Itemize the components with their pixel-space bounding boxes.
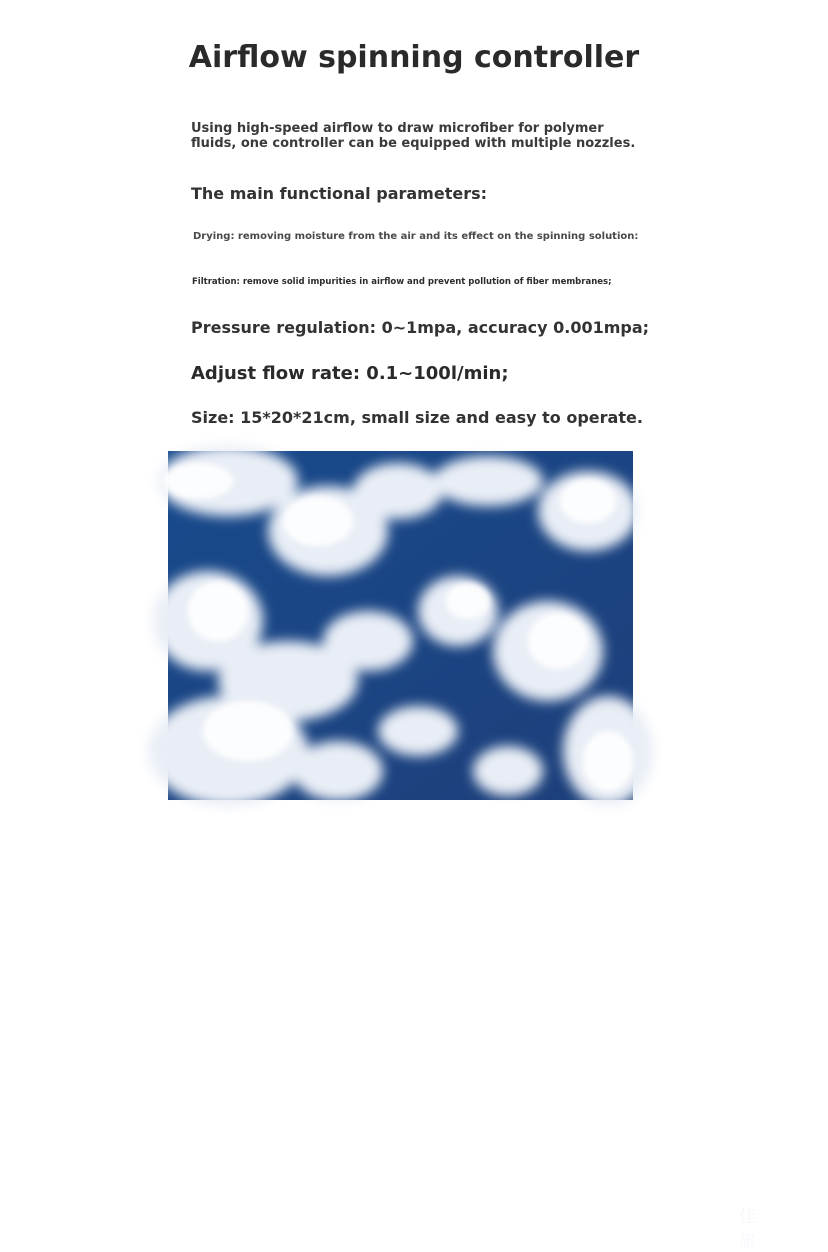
param-pressure: Pressure regulation: 0~1mpa, accuracy 0.001mpa; xyxy=(191,318,650,337)
watermark: 佳旅 xyxy=(739,1207,756,1252)
parameters-heading: The main functional parameters: xyxy=(191,184,488,203)
page-title: Airflow spinning controller xyxy=(188,40,640,75)
param-flow-rate: Adjust flow rate: 0.1~100l/min; xyxy=(191,363,509,384)
product-description xyxy=(191,121,635,151)
param-drying: Drying: removing moisture from the air and its effect on the spinning solution: xyxy=(193,231,639,242)
cloud-image xyxy=(168,451,633,800)
description-line-1: Using high-speed airflow to draw microfiber for polymer xyxy=(191,121,604,136)
description-line-2: fluids, one controller can be equipped with multiple nozzles. xyxy=(191,136,636,151)
param-filtration: Filtration: remove solid impurities in airflow and prevent pollution of fiber membranes; xyxy=(192,277,612,287)
param-size: Size: 15*20*21cm, small size and easy to operate. xyxy=(191,408,643,427)
sky-photo xyxy=(168,451,756,1252)
